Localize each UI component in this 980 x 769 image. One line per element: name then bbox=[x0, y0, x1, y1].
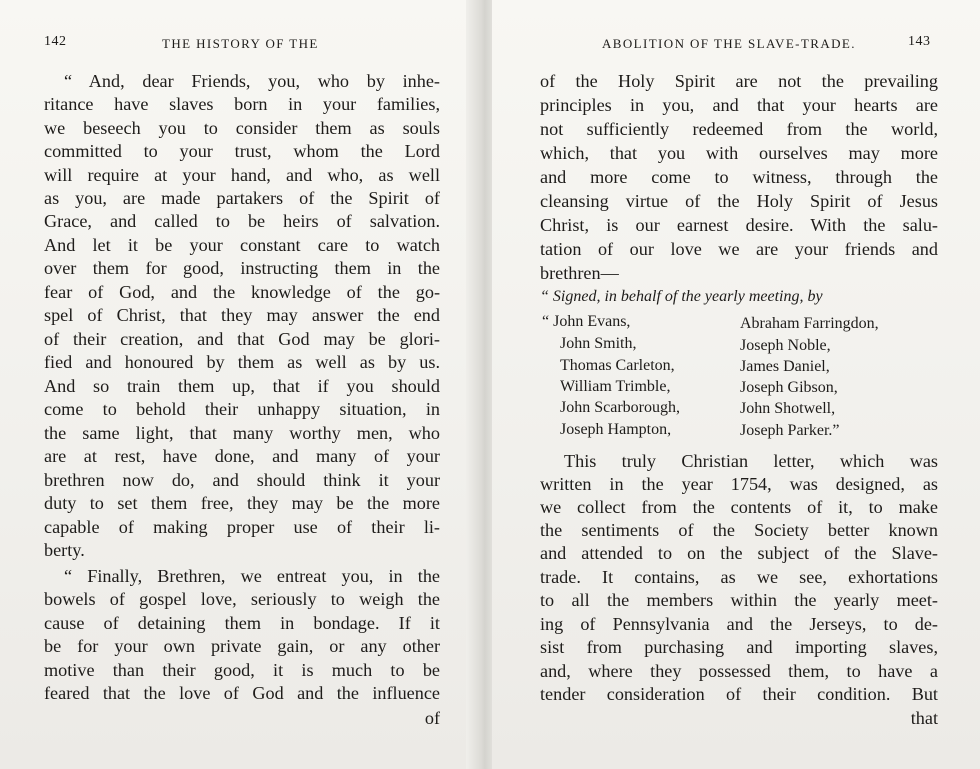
text-line: principles in you, and that your hearts are bbox=[540, 95, 938, 115]
text-line: be for your own private gain, or any other bbox=[44, 636, 440, 656]
text-line: which, that you with ourselves may more bbox=[540, 143, 938, 163]
signatory-name: John Smith, bbox=[560, 335, 637, 352]
text-line: ritance have slaves born in your families, bbox=[44, 94, 440, 114]
signatory-name: Thomas Carleton, bbox=[560, 357, 675, 374]
text-line: berty. bbox=[44, 540, 85, 560]
left-page bbox=[0, 0, 474, 769]
text-line: brethren now do, and should think it your bbox=[44, 470, 440, 490]
text-line: the sentiments of the Society better known bbox=[540, 520, 938, 540]
signatory-name: Joseph Noble, bbox=[740, 337, 831, 354]
text-line: we collect from the contents of it, to make bbox=[540, 497, 938, 517]
text-line: will require at your hand, and who, as well bbox=[44, 165, 440, 185]
text-line: brethren— bbox=[540, 263, 619, 283]
text-line: we beseech you to consider them as souls bbox=[44, 118, 440, 138]
text-line: And let it be your constant care to watch bbox=[44, 235, 440, 255]
text-line: cleansing virtue of the Holy Spirit of Jesus bbox=[540, 191, 938, 211]
catchword: of bbox=[424, 708, 440, 728]
text-line: fear of God, and the knowledge of the go- bbox=[44, 282, 440, 302]
text-line: tender consideration of their condition. But bbox=[540, 684, 938, 704]
signed-heading: “ Signed, in behalf of the yearly meeting, by bbox=[540, 288, 823, 305]
text-line: not sufficiently redeemed from the world, bbox=[540, 119, 938, 139]
text-line: duty to set them free, they may be the more bbox=[44, 493, 440, 513]
right-page-number: 143 bbox=[908, 34, 931, 49]
signatory-name: Joseph Gibson, bbox=[740, 379, 838, 396]
signatory-name: James Daniel, bbox=[740, 358, 830, 375]
text-line: fied and honoured by them as well as by us. bbox=[44, 352, 440, 372]
signatory-name: Joseph Parker.” bbox=[740, 422, 840, 439]
signatory-name: John Scarborough, bbox=[560, 399, 680, 416]
text-line: of the Holy Spirit are not the prevailing bbox=[540, 71, 938, 91]
text-line: committed to your trust, whom the Lord bbox=[44, 141, 440, 161]
text-line: are at rest, have done, and many of your bbox=[44, 446, 440, 466]
text-line: motive than their good, it is much to be bbox=[44, 660, 440, 680]
text-line: written in the year 1754, was designed, as bbox=[540, 474, 938, 494]
signatory-name: John Shotwell, bbox=[740, 400, 836, 417]
text-line: spel of Christ, that they may answer the end bbox=[44, 305, 440, 325]
text-line: bowels of gospel love, seriously to weigh the bbox=[44, 589, 440, 609]
text-line: capable of making proper use of their li- bbox=[44, 517, 440, 537]
catchword: that bbox=[910, 708, 938, 728]
text-line: and, where they possessed them, to have a bbox=[540, 661, 938, 681]
text-line: cause of detaining them in bondage. If it bbox=[44, 613, 440, 633]
signatory-name: Abraham Farringdon, bbox=[740, 315, 879, 332]
text-line: This truly Christian letter, which was bbox=[564, 451, 938, 471]
text-line: of their creation, and that God may be glori- bbox=[44, 329, 440, 349]
text-line: feared that the love of God and the influence bbox=[44, 683, 440, 703]
right-running-head: ABOLITION OF THE SLAVE-TRADE. bbox=[602, 36, 856, 51]
text-line: over them for good, instructing them in the bbox=[44, 258, 440, 278]
text-line: come to behold their unhappy situation, in bbox=[44, 399, 440, 419]
text-line: and more come to witness, through the bbox=[540, 167, 938, 187]
text-line: and attended to on the subject of the Slave- bbox=[540, 543, 938, 563]
signatory-name: William Trimble, bbox=[560, 378, 671, 395]
signatory-name: Joseph Hampton, bbox=[560, 421, 672, 438]
text-line: as you, are made partakers of the Spirit of bbox=[44, 188, 440, 208]
text-line: ing of Pennsylvania and the Jerseys, to de- bbox=[540, 614, 938, 634]
text-line: And so train them up, that if you should bbox=[44, 376, 440, 396]
text-line: Grace, and called to be heirs of salvation. bbox=[44, 211, 440, 231]
text-line: sist from purchasing and importing slaves, bbox=[540, 637, 938, 657]
text-line: to all the members within the yearly meet- bbox=[540, 590, 938, 610]
text-line: the same light, that many worthy men, who bbox=[44, 423, 440, 443]
text-line: “ And, dear Friends, you, who by inhe- bbox=[64, 71, 440, 91]
text-line: tation of our love we are your friends and bbox=[540, 239, 938, 259]
left-running-head: THE HISTORY OF THE bbox=[162, 36, 319, 51]
signatory-name: “ John Evans, bbox=[542, 313, 631, 330]
text-line: Christ, is our earnest desire. With the salu- bbox=[540, 215, 938, 235]
left-page-number: 142 bbox=[44, 34, 67, 49]
text-line: “ Finally, Brethren, we entreat you, in the bbox=[64, 566, 440, 586]
text-line: trade. It contains, as we see, exhortations bbox=[540, 567, 938, 587]
